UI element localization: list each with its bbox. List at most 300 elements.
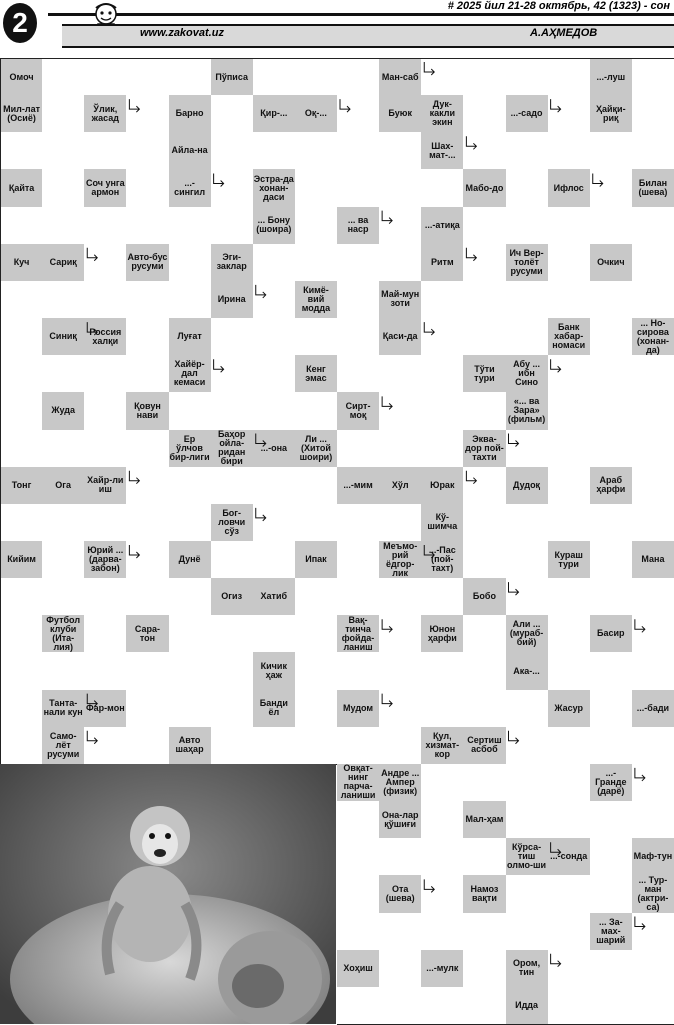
- answer-cell[interactable]: [84, 207, 127, 245]
- answer-cell[interactable]: [506, 132, 549, 170]
- answer-cell[interactable]: [379, 169, 422, 207]
- answer-cell[interactable]: [506, 578, 549, 616]
- answer-cell[interactable]: [211, 652, 254, 690]
- answer-cell[interactable]: [590, 652, 633, 690]
- answer-cell[interactable]: [421, 652, 464, 690]
- answer-cell[interactable]: [506, 504, 549, 542]
- answer-cell[interactable]: [126, 652, 169, 690]
- answer-cell[interactable]: [421, 838, 464, 876]
- answer-cell[interactable]: [169, 281, 212, 319]
- answer-cell[interactable]: [84, 615, 127, 653]
- answer-cell[interactable]: [211, 690, 254, 728]
- answer-cell[interactable]: [632, 132, 674, 170]
- answer-cell[interactable]: [379, 578, 422, 616]
- answer-cell[interactable]: [0, 578, 43, 616]
- answer-cell[interactable]: [337, 504, 380, 542]
- answer-cell[interactable]: [211, 355, 254, 393]
- answer-cell[interactable]: [0, 690, 43, 728]
- answer-cell[interactable]: [84, 504, 127, 542]
- answer-cell[interactable]: [0, 355, 43, 393]
- answer-cell[interactable]: [548, 913, 591, 951]
- clue-cell: [253, 169, 296, 207]
- clue-text: Пўписа: [215, 71, 248, 82]
- answer-cell[interactable]: [253, 132, 296, 170]
- answer-cell[interactable]: [421, 355, 464, 393]
- answer-cell[interactable]: [463, 58, 506, 96]
- answer-cell[interactable]: [337, 318, 380, 356]
- answer-cell[interactable]: [295, 690, 338, 728]
- answer-cell[interactable]: [42, 541, 85, 579]
- answer-cell[interactable]: [84, 652, 127, 690]
- answer-cell[interactable]: [126, 727, 169, 765]
- answer-cell[interactable]: [337, 281, 380, 319]
- answer-cell[interactable]: [590, 132, 633, 170]
- answer-cell[interactable]: [211, 95, 254, 133]
- answer-cell[interactable]: [548, 578, 591, 616]
- clue-text: Хайёр-дал кемаси: [173, 359, 206, 388]
- answer-cell[interactable]: [0, 430, 43, 468]
- answer-cell[interactable]: [548, 801, 591, 839]
- answer-cell[interactable]: [126, 578, 169, 616]
- clue-text: ...-атиқа: [424, 219, 460, 230]
- clue-text: «... ва Зара» (фильм): [507, 396, 546, 425]
- answer-cell[interactable]: [463, 764, 506, 802]
- answer-cell[interactable]: [632, 430, 674, 468]
- clue-cell: [211, 281, 254, 319]
- answer-cell[interactable]: [548, 615, 591, 653]
- answer-cell[interactable]: [253, 318, 296, 356]
- answer-cell[interactable]: [211, 467, 254, 505]
- answer-cell[interactable]: [42, 132, 85, 170]
- answer-cell[interactable]: [590, 281, 633, 319]
- answer-cell[interactable]: [337, 987, 380, 1025]
- answer-cell[interactable]: [632, 467, 674, 505]
- answer-cell[interactable]: [548, 95, 591, 133]
- answer-cell[interactable]: [506, 690, 549, 728]
- clue-text: Идда: [515, 999, 539, 1010]
- answer-cell[interactable]: [0, 207, 43, 245]
- answer-cell[interactable]: [590, 838, 633, 876]
- answer-cell[interactable]: [506, 875, 549, 913]
- clue-text: ...-сингил: [174, 178, 206, 198]
- answer-cell[interactable]: [590, 430, 633, 468]
- answer-cell[interactable]: [84, 281, 127, 319]
- answer-cell[interactable]: [253, 281, 296, 319]
- answer-cell[interactable]: [42, 652, 85, 690]
- answer-cell[interactable]: [421, 281, 464, 319]
- answer-cell[interactable]: [632, 95, 674, 133]
- answer-cell[interactable]: [126, 318, 169, 356]
- answer-cell[interactable]: [632, 504, 674, 542]
- answer-cell[interactable]: [169, 578, 212, 616]
- answer-cell[interactable]: [126, 207, 169, 245]
- clue-text: Ога: [55, 479, 72, 490]
- clue-cell: [632, 318, 674, 356]
- answer-cell[interactable]: [253, 541, 296, 579]
- answer-cell[interactable]: [42, 430, 85, 468]
- answer-cell[interactable]: [253, 504, 296, 542]
- answer-cell[interactable]: [42, 355, 85, 393]
- answer-cell[interactable]: [169, 652, 212, 690]
- answer-cell[interactable]: [169, 690, 212, 728]
- answer-cell[interactable]: [632, 727, 674, 765]
- answer-cell[interactable]: [0, 652, 43, 690]
- clue-cell: [0, 244, 43, 282]
- answer-cell[interactable]: [632, 652, 674, 690]
- clue-text: Басир: [597, 628, 625, 639]
- answer-cell[interactable]: [84, 578, 127, 616]
- answer-cell[interactable]: [421, 875, 464, 913]
- answer-cell[interactable]: [590, 318, 633, 356]
- clue-cell: [337, 690, 380, 728]
- answer-cell[interactable]: [379, 913, 422, 951]
- answer-cell[interactable]: [253, 615, 296, 653]
- answer-cell[interactable]: [84, 727, 127, 765]
- clue-text: Ман-саб: [381, 71, 419, 82]
- answer-cell[interactable]: [42, 58, 85, 96]
- answer-cell[interactable]: [0, 281, 43, 319]
- answer-cell[interactable]: [211, 727, 254, 765]
- answer-cell[interactable]: [253, 727, 296, 765]
- answer-cell[interactable]: [42, 95, 85, 133]
- clue-text: Бог-ловчи сўз: [218, 507, 246, 536]
- answer-cell[interactable]: [169, 207, 212, 245]
- answer-cell[interactable]: [211, 132, 254, 170]
- clue-text: ...-мулк: [426, 962, 459, 973]
- answer-cell[interactable]: [337, 727, 380, 765]
- answer-cell[interactable]: [295, 615, 338, 653]
- clue-text: Кенг эмас: [305, 363, 327, 383]
- answer-cell[interactable]: [590, 875, 633, 913]
- answer-cell[interactable]: [548, 58, 591, 96]
- crossword-grid: [0, 58, 674, 1024]
- answer-cell[interactable]: [421, 987, 464, 1025]
- answer-cell[interactable]: [379, 430, 422, 468]
- answer-cell[interactable]: [169, 467, 212, 505]
- clue-cell: [169, 355, 212, 393]
- answer-cell[interactable]: [211, 207, 254, 245]
- answer-cell[interactable]: [548, 875, 591, 913]
- answer-cell[interactable]: [548, 430, 591, 468]
- answer-cell[interactable]: [590, 169, 633, 207]
- answer-cell[interactable]: [632, 913, 674, 951]
- answer-cell[interactable]: [337, 652, 380, 690]
- answer-cell[interactable]: [463, 318, 506, 356]
- clue-cell: [0, 58, 43, 96]
- answer-cell[interactable]: [126, 504, 169, 542]
- answer-cell[interactable]: [590, 690, 633, 728]
- answer-cell[interactable]: [463, 392, 506, 430]
- answer-cell[interactable]: [126, 132, 169, 170]
- answer-cell[interactable]: [506, 801, 549, 839]
- answer-cell[interactable]: [126, 355, 169, 393]
- answer-cell[interactable]: [337, 430, 380, 468]
- answer-cell[interactable]: [337, 132, 380, 170]
- answer-cell[interactable]: [421, 58, 464, 96]
- answer-cell[interactable]: [337, 244, 380, 282]
- clue-cell: [295, 95, 338, 133]
- answer-cell[interactable]: [295, 392, 338, 430]
- clue-cell: [632, 875, 674, 913]
- answer-cell[interactable]: [337, 801, 380, 839]
- answer-cell[interactable]: [211, 318, 254, 356]
- answer-cell[interactable]: [548, 244, 591, 282]
- answer-cell[interactable]: [84, 244, 127, 282]
- answer-cell[interactable]: [84, 392, 127, 430]
- answer-cell[interactable]: [84, 355, 127, 393]
- clue-cell: [337, 615, 380, 653]
- answer-cell[interactable]: [590, 578, 633, 616]
- answer-cell[interactable]: [169, 244, 212, 282]
- answer-cell[interactable]: [337, 838, 380, 876]
- answer-cell[interactable]: [548, 467, 591, 505]
- answer-cell[interactable]: [379, 838, 422, 876]
- answer-cell[interactable]: [421, 913, 464, 951]
- answer-cell[interactable]: [548, 652, 591, 690]
- answer-cell[interactable]: [0, 615, 43, 653]
- answer-cell[interactable]: [632, 764, 674, 802]
- answer-cell[interactable]: [421, 578, 464, 616]
- answer-cell[interactable]: [463, 987, 506, 1025]
- answer-cell[interactable]: [379, 987, 422, 1025]
- answer-cell[interactable]: [253, 244, 296, 282]
- answer-cell[interactable]: [169, 615, 212, 653]
- answer-cell[interactable]: [463, 132, 506, 170]
- answer-cell[interactable]: [463, 244, 506, 282]
- answer-cell[interactable]: [0, 132, 43, 170]
- answer-cell[interactable]: [379, 652, 422, 690]
- answer-cell[interactable]: [632, 355, 674, 393]
- answer-cell[interactable]: [548, 207, 591, 245]
- answer-cell[interactable]: [463, 207, 506, 245]
- answer-cell[interactable]: [590, 392, 633, 430]
- answer-cell[interactable]: [295, 207, 338, 245]
- clue-cell: [506, 95, 549, 133]
- answer-cell[interactable]: [126, 169, 169, 207]
- answer-cell[interactable]: [379, 690, 422, 728]
- answer-cell[interactable]: [632, 950, 674, 988]
- answer-cell[interactable]: [126, 281, 169, 319]
- clue-cell: [42, 467, 85, 505]
- answer-cell[interactable]: [421, 690, 464, 728]
- answer-cell[interactable]: [632, 392, 674, 430]
- answer-cell[interactable]: [42, 504, 85, 542]
- answer-cell[interactable]: [295, 727, 338, 765]
- answer-cell[interactable]: [84, 430, 127, 468]
- answer-cell[interactable]: [211, 541, 254, 579]
- answer-cell[interactable]: [253, 467, 296, 505]
- answer-cell[interactable]: [379, 615, 422, 653]
- answer-cell[interactable]: [295, 169, 338, 207]
- answer-cell[interactable]: [295, 578, 338, 616]
- answer-cell[interactable]: [632, 244, 674, 282]
- answer-cell[interactable]: [548, 281, 591, 319]
- answer-cell[interactable]: [126, 541, 169, 579]
- answer-cell[interactable]: [0, 504, 43, 542]
- answer-cell[interactable]: [548, 392, 591, 430]
- answer-cell[interactable]: [506, 318, 549, 356]
- answer-cell[interactable]: [632, 281, 674, 319]
- answer-cell[interactable]: [421, 169, 464, 207]
- answer-cell[interactable]: [590, 801, 633, 839]
- website-link[interactable]: www.zakovat.uz: [140, 27, 224, 39]
- clue-text: Қаси-да: [382, 331, 418, 342]
- answer-cell[interactable]: [506, 281, 549, 319]
- answer-cell[interactable]: [295, 318, 338, 356]
- answer-cell[interactable]: [211, 392, 254, 430]
- answer-cell[interactable]: [337, 355, 380, 393]
- clue-text: Эква-дор пой-тахти: [465, 433, 504, 462]
- answer-cell[interactable]: [169, 58, 212, 96]
- answer-cell[interactable]: [42, 207, 85, 245]
- answer-cell[interactable]: [548, 132, 591, 170]
- answer-cell[interactable]: [421, 318, 464, 356]
- answer-cell[interactable]: [295, 652, 338, 690]
- answer-cell[interactable]: [126, 467, 169, 505]
- clue-cell: [42, 690, 85, 728]
- answer-cell[interactable]: [295, 132, 338, 170]
- clue-text: Она-лар қўшиғи: [381, 809, 419, 829]
- answer-cell[interactable]: [253, 392, 296, 430]
- answer-cell[interactable]: [548, 950, 591, 988]
- answer-cell[interactable]: [379, 950, 422, 988]
- answer-cell[interactable]: [337, 541, 380, 579]
- answer-cell[interactable]: [126, 430, 169, 468]
- answer-cell[interactable]: [169, 392, 212, 430]
- answer-cell[interactable]: [506, 764, 549, 802]
- answer-cell[interactable]: [295, 504, 338, 542]
- answer-cell[interactable]: [463, 950, 506, 988]
- answer-cell[interactable]: [169, 504, 212, 542]
- answer-cell[interactable]: [463, 95, 506, 133]
- answer-cell[interactable]: [421, 801, 464, 839]
- answer-cell[interactable]: [337, 578, 380, 616]
- answer-cell[interactable]: [463, 504, 506, 542]
- answer-cell[interactable]: [379, 207, 422, 245]
- answer-cell[interactable]: [126, 690, 169, 728]
- answer-cell[interactable]: [590, 987, 633, 1025]
- answer-cell[interactable]: [548, 764, 591, 802]
- answer-cell[interactable]: [506, 430, 549, 468]
- answer-cell[interactable]: [379, 244, 422, 282]
- answer-cell[interactable]: [0, 727, 43, 765]
- answer-cell[interactable]: [0, 318, 43, 356]
- clue-cell: [506, 652, 549, 690]
- answer-cell[interactable]: [337, 169, 380, 207]
- answer-cell[interactable]: [463, 913, 506, 951]
- answer-cell[interactable]: [463, 467, 506, 505]
- answer-cell[interactable]: [590, 541, 633, 579]
- answer-cell[interactable]: [421, 430, 464, 468]
- clue-cell: [506, 467, 549, 505]
- answer-cell[interactable]: [590, 355, 633, 393]
- answer-cell[interactable]: [253, 58, 296, 96]
- answer-cell[interactable]: [211, 615, 254, 653]
- answer-cell[interactable]: [548, 987, 591, 1025]
- clue-text: ... Тур-ман (актри-са): [637, 875, 669, 912]
- answer-cell[interactable]: [590, 207, 633, 245]
- answer-cell[interactable]: [379, 355, 422, 393]
- clue-cell: [379, 58, 422, 96]
- clue-cell: [506, 950, 549, 988]
- answer-cell[interactable]: [632, 58, 674, 96]
- answer-cell[interactable]: [590, 950, 633, 988]
- answer-cell[interactable]: [463, 281, 506, 319]
- clue-cell: [169, 132, 212, 170]
- answer-cell[interactable]: [632, 578, 674, 616]
- answer-cell[interactable]: [632, 615, 674, 653]
- clue-cell: [84, 95, 127, 133]
- answer-cell[interactable]: [548, 355, 591, 393]
- clue-cell: [337, 207, 380, 245]
- answer-cell[interactable]: [379, 392, 422, 430]
- answer-cell[interactable]: [590, 504, 633, 542]
- answer-cell[interactable]: [84, 58, 127, 96]
- answer-cell[interactable]: [295, 244, 338, 282]
- answer-cell[interactable]: [379, 727, 422, 765]
- answer-cell[interactable]: [211, 169, 254, 207]
- answer-cell[interactable]: [506, 207, 549, 245]
- answer-cell[interactable]: [42, 281, 85, 319]
- answer-cell[interactable]: [548, 504, 591, 542]
- answer-cell[interactable]: [42, 578, 85, 616]
- clue-cell: [379, 764, 422, 802]
- answer-cell[interactable]: [632, 987, 674, 1025]
- answer-cell[interactable]: [506, 58, 549, 96]
- clue-cell: [211, 578, 254, 616]
- answer-cell[interactable]: [463, 541, 506, 579]
- clue-text: Дук-какли экин: [429, 99, 455, 128]
- answer-cell[interactable]: [632, 801, 674, 839]
- page-number-badge: 2: [3, 3, 37, 43]
- answer-cell[interactable]: [295, 58, 338, 96]
- answer-cell[interactable]: [126, 95, 169, 133]
- answer-cell[interactable]: [0, 392, 43, 430]
- answer-cell[interactable]: [337, 913, 380, 951]
- answer-cell[interactable]: [463, 690, 506, 728]
- answer-cell[interactable]: [421, 764, 464, 802]
- answer-cell[interactable]: [506, 913, 549, 951]
- answer-cell[interactable]: [463, 652, 506, 690]
- answer-cell[interactable]: [42, 169, 85, 207]
- clue-cell: [421, 467, 464, 505]
- clue-text: Вақ-тинча фойда-ланиш: [341, 615, 375, 652]
- clue-text: ... За-мах-шарий: [596, 916, 626, 945]
- answer-cell[interactable]: [506, 727, 549, 765]
- answer-cell[interactable]: [126, 58, 169, 96]
- answer-cell[interactable]: [379, 132, 422, 170]
- answer-cell[interactable]: [84, 132, 127, 170]
- answer-cell[interactable]: [506, 169, 549, 207]
- answer-cell[interactable]: [337, 58, 380, 96]
- clue-text: Бобо: [472, 591, 496, 602]
- clue-text: Кийим: [7, 554, 36, 565]
- answer-cell[interactable]: [590, 727, 633, 765]
- answer-cell[interactable]: [337, 95, 380, 133]
- answer-cell[interactable]: [463, 615, 506, 653]
- answer-cell[interactable]: [506, 541, 549, 579]
- answer-cell[interactable]: [295, 467, 338, 505]
- clue-text: Ором, тин: [513, 958, 541, 978]
- answer-cell[interactable]: [337, 875, 380, 913]
- answer-cell[interactable]: [548, 727, 591, 765]
- answer-cell[interactable]: [632, 207, 674, 245]
- answer-cell[interactable]: [421, 392, 464, 430]
- answer-cell[interactable]: [463, 838, 506, 876]
- clue-cell: [506, 244, 549, 282]
- answer-cell[interactable]: [379, 504, 422, 542]
- answer-cell[interactable]: [253, 355, 296, 393]
